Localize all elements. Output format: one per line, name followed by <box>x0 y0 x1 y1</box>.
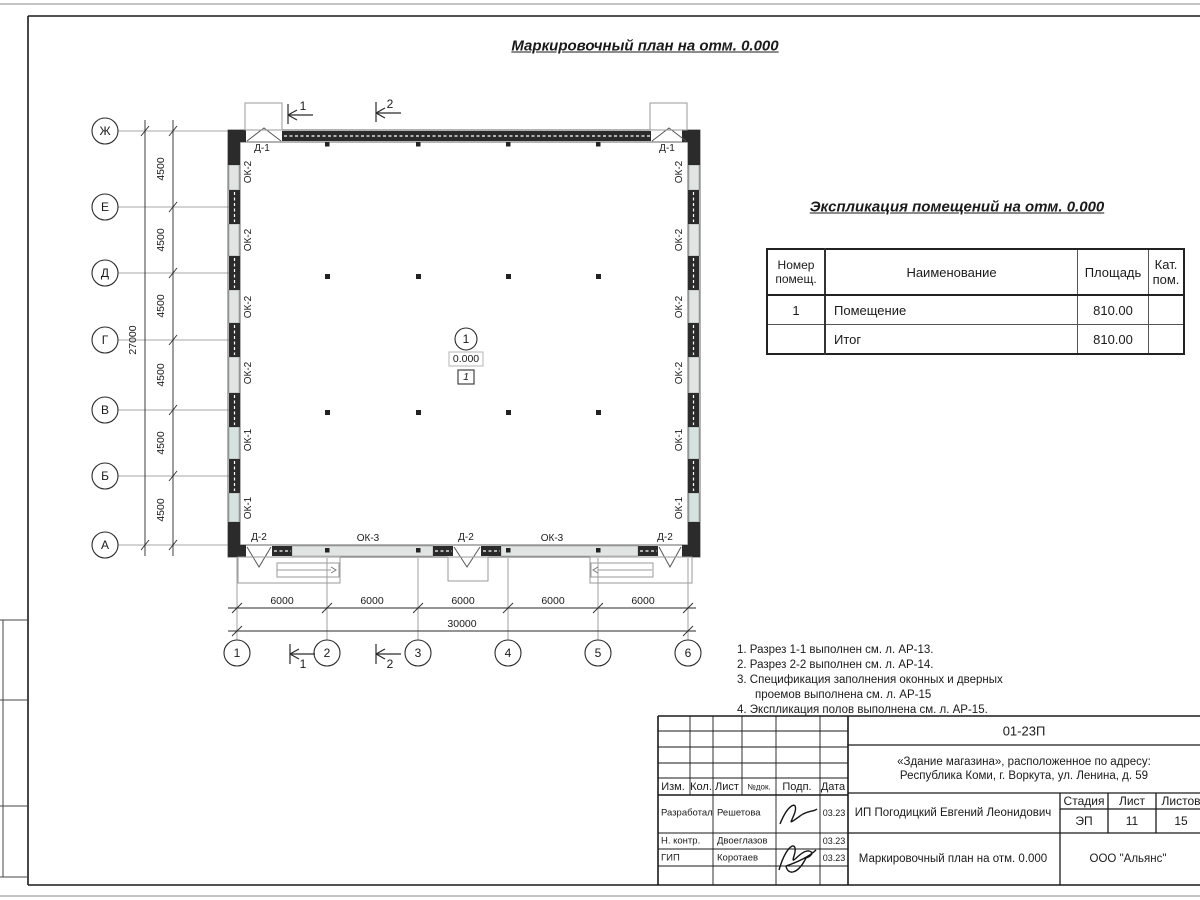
col-kol: Кол. <box>690 781 712 793</box>
window-mark-ok1: ОК-1 <box>243 428 254 452</box>
explication-table <box>766 248 1185 355</box>
date-gip: 03.23 <box>822 853 846 863</box>
col-header-area: Площадь <box>1078 249 1149 295</box>
axis-bottom-6: 6 <box>684 646 692 660</box>
dim-4500-2: 4500 <box>154 228 167 252</box>
col-ndok: №док. <box>747 782 771 792</box>
signature <box>779 805 817 872</box>
section-mark-1-bottom: 1 <box>299 657 307 671</box>
cell-area: 810.00 <box>1078 295 1149 325</box>
col-data: Дата <box>820 781 846 793</box>
axis-left-d: Д <box>100 266 110 280</box>
window-mark-ok2: ОК-2 <box>674 160 685 184</box>
dim-6000-3: 6000 <box>451 594 475 607</box>
window-mark-ok2: ОК-2 <box>243 361 254 385</box>
col-izm: Изм. <box>661 781 685 793</box>
section-mark-1-top: 1 <box>299 99 307 113</box>
col-list: Лист <box>715 781 739 793</box>
dim-6000-4: 6000 <box>541 594 565 607</box>
grid-axes <box>118 131 688 640</box>
col-header-category: Кат. пом. <box>1149 249 1185 295</box>
cell-area: 810.00 <box>1078 325 1149 355</box>
axis-bottom-3: 3 <box>414 646 422 660</box>
door-mark-d2-middle: Д-2 <box>458 532 474 543</box>
dim-30000: 30000 <box>447 617 477 630</box>
note-line: 2. Разрез 2-2 выполнен см. л. АР-14. <box>737 659 934 671</box>
name-developer: Решетова <box>717 807 761 819</box>
page-title: Маркировочный план на отм. 0.000 <box>511 37 779 55</box>
note-line: 4. Экспликация полов выполнена см. л. АР-15. <box>737 704 988 716</box>
sheets-label: Листов <box>1161 794 1200 808</box>
cell-category <box>1149 325 1185 355</box>
window-mark-ok2: ОК-2 <box>243 228 254 252</box>
axis-bubbles <box>92 118 701 666</box>
col-header-name: Наименование <box>825 249 1078 295</box>
axis-bottom-4: 4 <box>504 646 512 660</box>
cell-number: 1 <box>767 295 825 325</box>
name-gip: Коротаев <box>717 852 759 864</box>
door-mark-d1-topright: Д-1 <box>659 143 675 154</box>
date-ncontrol: 03.23 <box>822 836 846 846</box>
note-line: проемов выполнена см. л. АР-15 <box>755 689 932 701</box>
dim-6000-1: 6000 <box>270 594 294 607</box>
dim-4500-1: 4500 <box>154 157 167 181</box>
window-mark-ok2: ОК-2 <box>674 228 685 252</box>
name-ncontrol: Двоеглазов <box>717 835 768 847</box>
sheet-title: Маркировочный план на отм. 0.000 <box>858 853 1048 865</box>
role-gip: ГИП <box>661 852 680 864</box>
section-mark-2-top: 2 <box>386 97 394 111</box>
table-row <box>767 325 1184 355</box>
axis-bottom-2: 2 <box>323 646 331 660</box>
window-mark-ok3: ОК-3 <box>540 533 564 544</box>
sheets-value: 15 <box>1174 814 1188 828</box>
dim-27000: 27000 <box>126 325 139 355</box>
stage-label: Стадия <box>1063 794 1105 808</box>
object-name: «Здание магазина», расположенное по адресу: <box>897 756 1151 768</box>
dim-4500-4: 4500 <box>154 363 167 387</box>
section-marks <box>288 99 401 664</box>
axis-left-a: А <box>100 538 110 552</box>
sheet-value: 11 <box>1125 814 1139 828</box>
cell-number <box>767 325 825 355</box>
dim-4500-6: 4500 <box>154 498 167 522</box>
col-podp: Подп. <box>782 781 812 793</box>
doc-number: 01-23П <box>1002 723 1046 739</box>
object-address: Республика Коми, г. Воркута, ул. Ленина, д. 59 <box>899 770 1149 782</box>
role-ncontrol: Н. контр. <box>661 835 701 847</box>
window-mark-ok1: ОК-1 <box>674 428 685 452</box>
room-elevation: 0.000 <box>452 352 480 365</box>
role-developer: Разработал <box>661 807 713 819</box>
axis-left-zh: Ж <box>99 124 111 138</box>
window-mark-ok2: ОК-2 <box>674 361 685 385</box>
explication-title: Экспликация помещений на отм. 0.000 <box>809 198 1105 216</box>
door-mark-d1-topleft: Д-1 <box>254 143 270 154</box>
dim-4500-5: 4500 <box>154 431 167 455</box>
axis-left-g: Г <box>101 333 109 347</box>
note-line: 1. Разрез 1-1 выполнен см. л. АР-13. <box>737 644 934 656</box>
window-mark-ok2: ОК-2 <box>243 160 254 184</box>
table-row <box>767 295 1184 325</box>
date-developer: 03.23 <box>822 808 846 818</box>
dim-6000-2: 6000 <box>360 594 384 607</box>
company-name: ООО "Альянс" <box>1089 853 1167 865</box>
dim-4500-3: 4500 <box>154 294 167 318</box>
sheet-label: Лист <box>1118 794 1146 808</box>
window-mark-ok2: ОК-2 <box>243 295 254 319</box>
axis-left-v: В <box>100 403 110 417</box>
door-mark-d2-bottomright: Д-2 <box>657 532 673 543</box>
cell-name: Итог <box>825 325 1078 355</box>
axis-left-e: Е <box>100 200 110 214</box>
window-mark-ok1: ОК-1 <box>674 496 685 520</box>
stage-value: ЭП <box>1075 814 1093 828</box>
axis-bottom-1: 1 <box>233 646 241 660</box>
col-header-number: Номер помещ. <box>767 249 825 295</box>
cell-category <box>1149 295 1185 325</box>
dimension-lines <box>141 120 696 636</box>
left-stamp <box>0 620 28 877</box>
room-number: 1 <box>462 332 470 346</box>
cell-name: Помещение <box>825 295 1078 325</box>
window-mark-ok1: ОК-1 <box>243 496 254 520</box>
window-mark-ok3: ОК-3 <box>356 533 380 544</box>
window-mark-ok2: ОК-2 <box>674 295 685 319</box>
table-header-row <box>767 249 1184 295</box>
client-name: ИП Погодицкий Евгений Леонидович <box>854 807 1052 819</box>
section-mark-2-bottom: 2 <box>386 657 394 671</box>
floor-type-mark: 1 <box>463 370 469 383</box>
axis-bottom-5: 5 <box>594 646 602 660</box>
door-mark-d2-bottomleft: Д-2 <box>251 532 267 543</box>
axis-left-b: Б <box>101 469 109 483</box>
note-line: 3. Спецификация заполнения оконных и дверных <box>737 674 1003 686</box>
dim-6000-5: 6000 <box>631 594 655 607</box>
